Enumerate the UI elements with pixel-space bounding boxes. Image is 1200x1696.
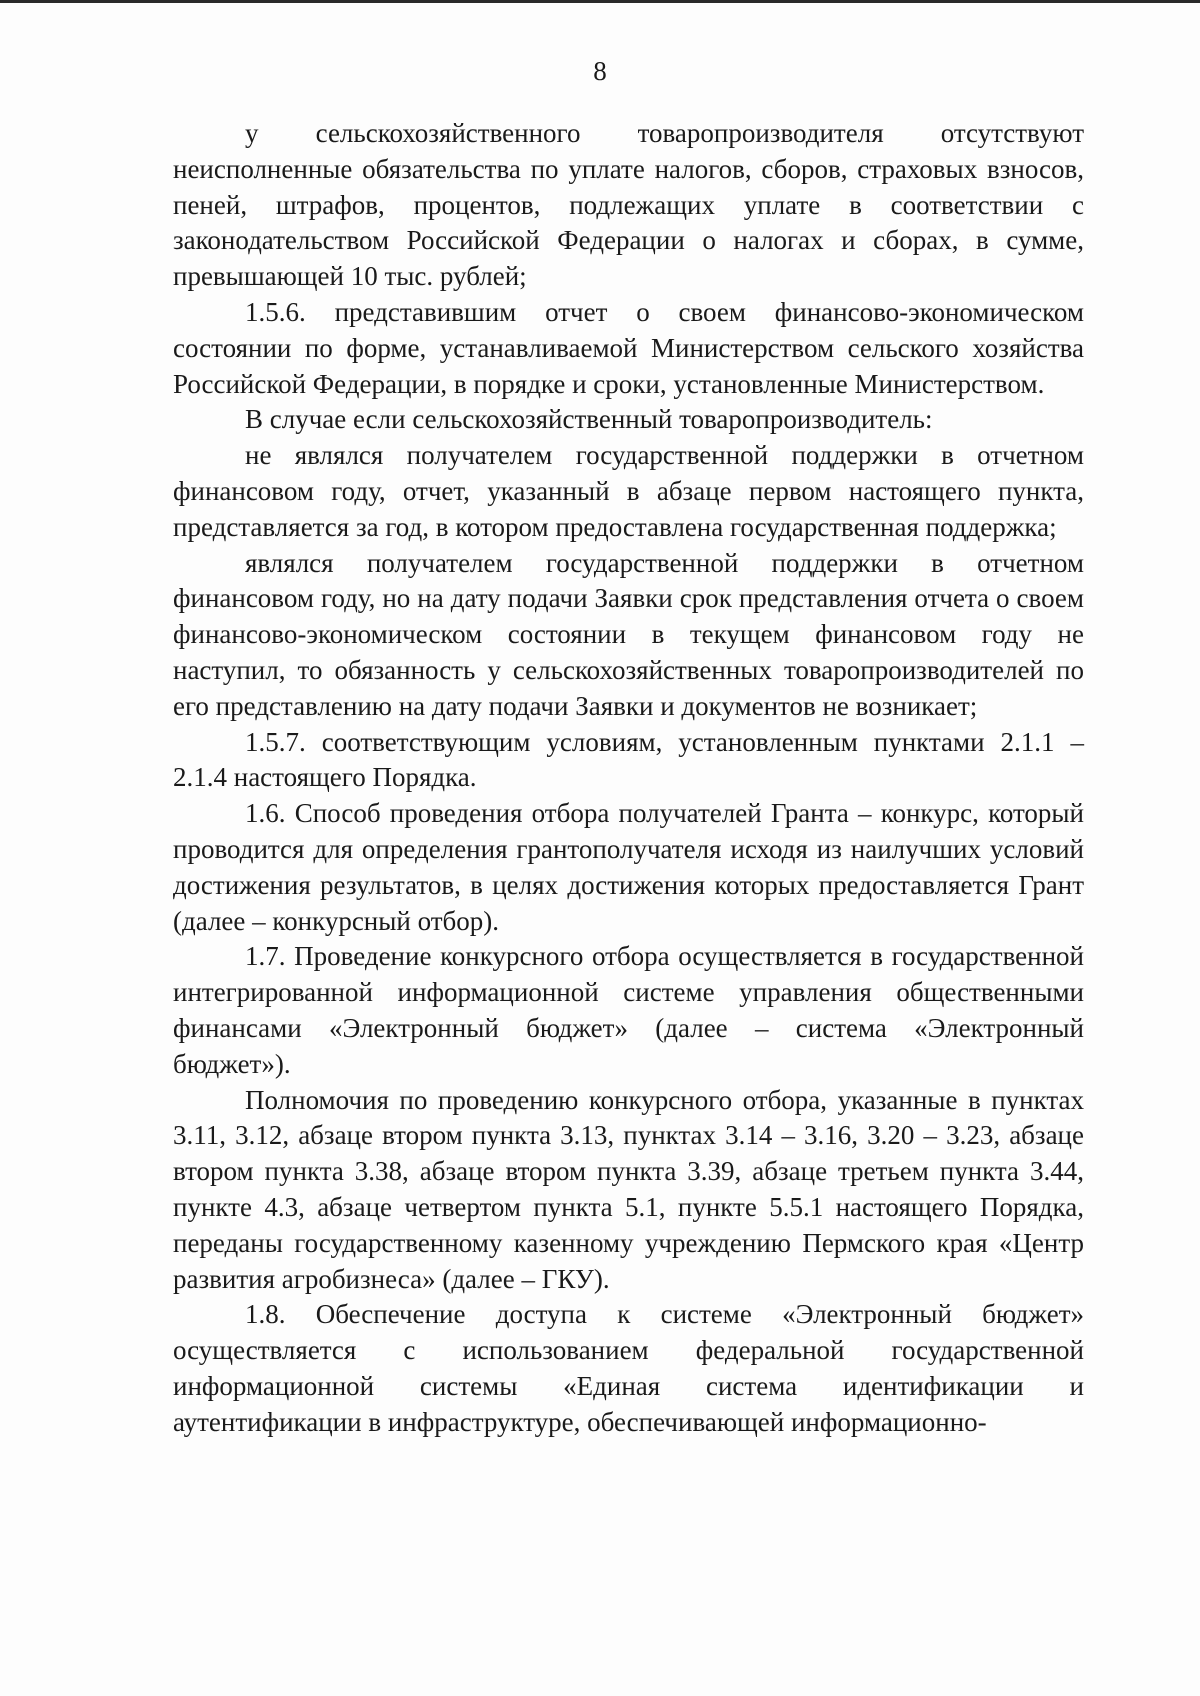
paragraph-was-recipient: являлся получателем государственной поддержки в отчетном финансовом году, но на дату подачи Заявки срок представления отчета о своем финансово-экономическом состоянии в текущем финансовом году не наступил, то обязанность у сельскохозяйственных товаропроизводителей по его представлению на дату подачи Заявки и документов не возникает; bbox=[173, 547, 1084, 721]
scan-top-edge bbox=[0, 0, 1200, 3]
paragraph-powers: Полномочия по проведению конкурсного отбора, указанные в пунктах 3.11, 3.12, абзаце втором пункта 3.13, пунктах 3.14 – 3.16, 3.20 – 3.23, абзаце втором пункта 3.38, абзаце втором пункта 3.39, абзаце третьем пункта 3.44, пункте 4.3, абзаце четвертом пункта 5.1, пункте 5.5.1 настоящего Порядка, переданы государственному казенному учреждению Пермского края «Центр развития агробизнеса» (далее – ГКУ). bbox=[173, 1084, 1084, 1294]
paragraph-1-8: 1.8. Обеспечение доступа к системе «Электронный бюджет» осуществляется с использованием федеральной государственной информационной системы «Единая система идентификации и аутентификации в инфраструктуре, обеспечивающей информационно- bbox=[173, 1299, 1084, 1437]
page-number: 8 bbox=[593, 56, 607, 86]
paragraph-1-7: 1.7. Проведение конкурсного отбора осуществляется в государственной интегрированной информационной системе управления общественными финансами «Электронный бюджет» (далее – система «Электронный бюджет»). bbox=[173, 941, 1084, 1079]
paragraph-not-recipient: не являлся получателем государственной поддержки в отчетном финансовом году, отчет, указанный в абзаце первом настоящего пункта, представляется за год, в котором предоставлена государственная поддержка; bbox=[173, 440, 1084, 542]
paragraph-case-intro: В случае если сельскохозяйственный товаропроизводитель: bbox=[245, 404, 933, 435]
paragraph-tax-obligations: у сельскохозяйственного товаропроизводителя отсутствуют неисполненные обязательства по уплате налогов, сборов, страховых взносов, пеней, штрафов, процентов, подлежащих уплате в соответствии с законодательством Российской Федерации о налогах и сборах, в сумме, превышающей 10 тыс. рублей; bbox=[173, 118, 1084, 292]
paragraph-1-5-7: 1.5.7. соответствующим условиям, установленным пунктами 2.1.1 – 2.1.4 настоящего Порядка. bbox=[173, 726, 1084, 793]
paragraph-1-6: 1.6. Способ проведения отбора получателей Гранта – конкурс, который проводится для определения грантополучателя исходя из наилучших условий достижения результатов, в целях достижения которых предоставляется Грант (далее – конкурсный отбор). bbox=[173, 798, 1084, 936]
paragraph-1-5-6: 1.5.6. представившим отчет о своем финансово-экономическом состоянии по форме, устанавливаемой Министерством сельского хозяйства Российской Федерации, в порядке и сроки, установленные Министерством. bbox=[173, 296, 1084, 399]
document-body bbox=[173, 116, 1084, 1440]
